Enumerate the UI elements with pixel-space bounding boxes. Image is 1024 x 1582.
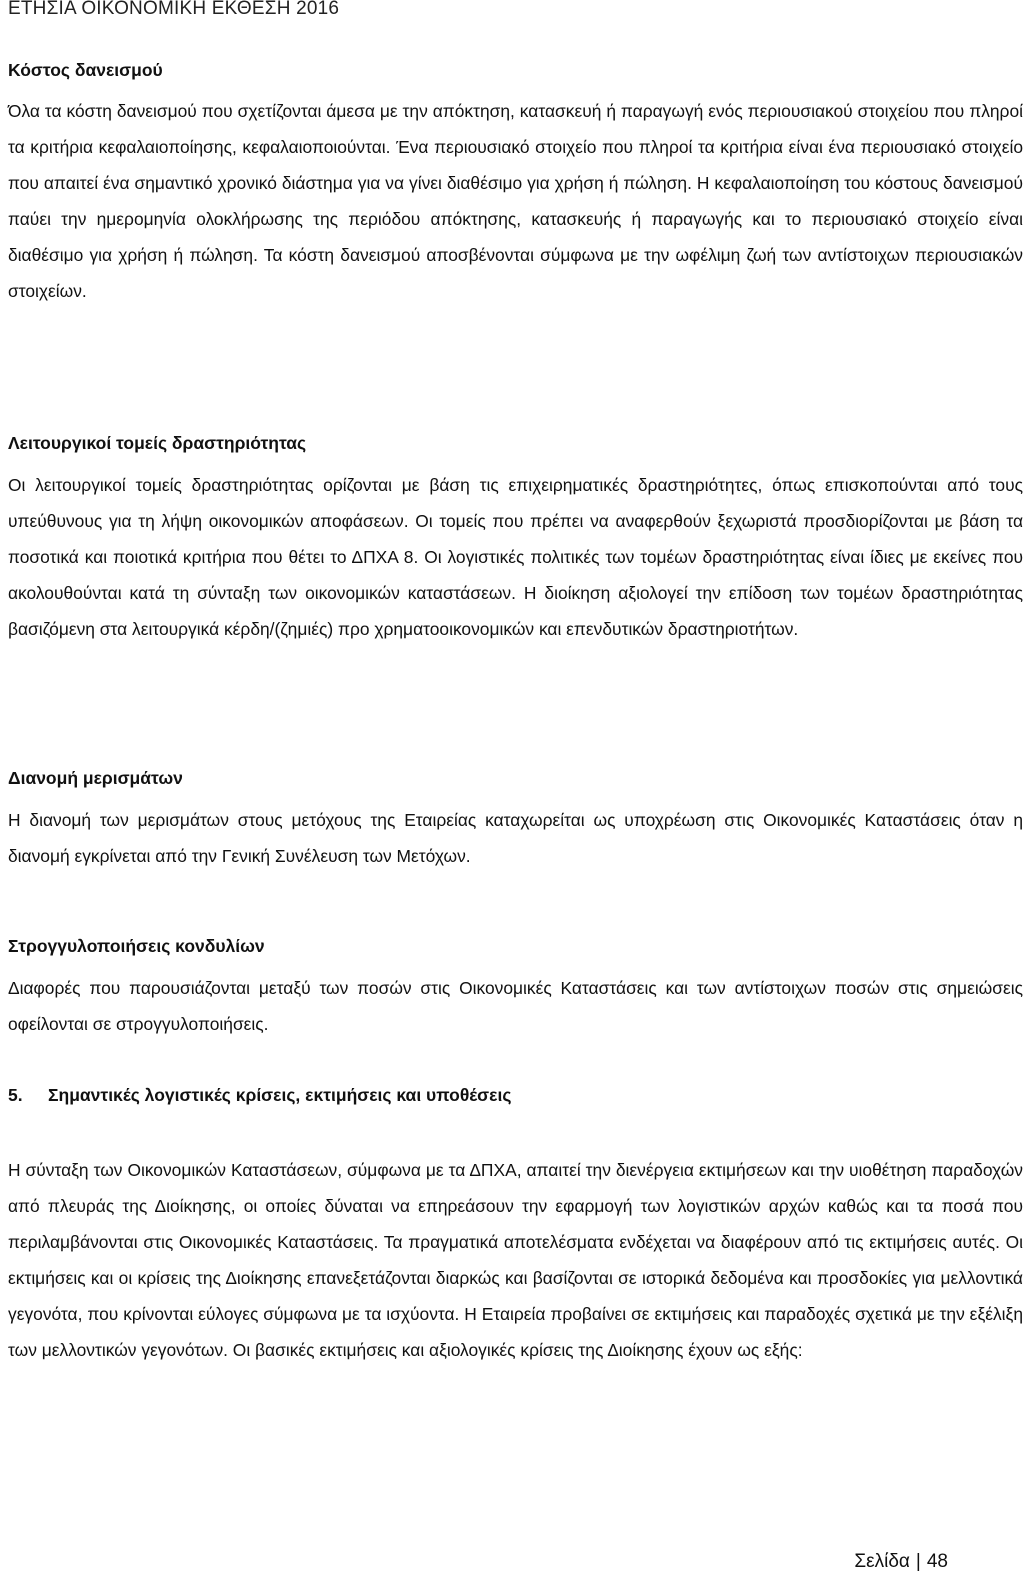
section-heading-estimates [8,1083,511,1107]
heading-operating-segments: Λειτουργικοί τομείς δραστηριότητας [8,433,307,453]
paragraph-rounding: Διαφορές που παρουσιάζονται μεταξύ των ποσών στις Οικονομικές Καταστάσεις και των αντίστοιχων ποσών στις σημειώσεις οφείλονται σε στρογγυλοποιήσεις. [8,978,1023,1034]
running-header: ΕΤΗΣΙΑ ΟΙΚΟΝΟΜΙΚΗ ΕΚΘΕΣΗ 2016 [8,0,340,19]
paragraph-estimates: Η σύνταξη των Οικονομικών Καταστάσεων, σύμφωνα με τα ΔΠΧΑ, απαιτεί την διενέργεια εκτιμήσεων και την υιοθέτηση παραδοχών από πλευράς της Διοίκησης, οι οποίες δύναται να επηρεάσουν την εφαρμογή των λογιστικών αρχών καθώς και τα ποσά που περιλαμβάνονται στις Οικονομικές Καταστάσεις. Τα πραγματικά αποτελέσματα ενδέχεται να διαφέρουν από τις εκτιμήσεις αυτές. Οι εκτιμήσεις και οι κρίσεις της Διοίκησης επανεξετάζονται διαρκώς και βασίζονται σε ιστορικά δεδομένα και προσδοκίες για μελλοντικά γεγονότα, που κρίνονται εύλογες σύμφωνα με τα ισχύοντα. Η Εταιρεία προβαίνει σε εκτιμήσεις και παραδοχές σχετικά με την εξέλιξη των μελλοντικών γεγονότων. Οι βασικές εκτιμήσεις και αξιολογικές κρίσεις της Διοίκησης έχουν ως εξής: [8,1160,1023,1360]
paragraph-dividends: Η διανομή των μερισμάτων στους μετόχους της Εταιρείας καταχωρείται ως υποχρέωση στις Οικονομικές Καταστάσεις όταν η διανομή εγκρίνεται από την Γενική Συνέλευση των Μετόχων. [8,810,1023,866]
page-label: Σελίδα [854,1551,910,1572]
heading-borrowing-costs: Κόστος δανεισμού [8,60,163,80]
section-number: 5. [8,1085,23,1105]
paragraph-operating-segments: Οι λειτουργικοί τομείς δραστηριότητας ορίζονται με βάση τις επιχειρηματικές δραστηριότητες, όπως επισκοπούνται από τους υπεύθυνους για τη λήψη οικονομικών αποφάσεων. Οι τομείς που πρέπει να αναφερθούν ξεχωριστά προσδιορίζονται με βάση τα ποσοτικά και ποιοτικά κριτήρια που θέτει το ΔΠΧΑ 8. Οι λογιστικές πολιτικές των τομέων δραστηριότητας είναι ίδιες με εκείνες που ακολουθούνται κατά τη σύνταξη των οικονομικών καταστάσεων. Η διοίκηση αξιολογεί την επίδοση των τομέων δραστηριότητας βασιζόμενη στα λειτουργικά κέρδη/(ζημιές) προ χρηματοοικονομικών και επενδυτικών δραστηριοτήτων. [8,475,1023,639]
page-footer [854,1551,948,1573]
section-title: Σημαντικές λογιστικές κρίσεις, εκτιμήσεις και υποθέσεις [48,1085,512,1105]
page-separator: | [915,1551,921,1572]
paragraph-borrowing-costs: Όλα τα κόστη δανεισμού που σχετίζονται άμεσα με την απόκτηση, κατασκευή ή παραγωγή ενός περιουσιακού στοιχείου που πληροί τα κριτήρια κεφαλαιοποίησης, κεφαλαιοποιούνται. Ένα περιουσιακό στοιχείο που πληροί τα κριτήρια είναι ένα περιουσιακό στοιχείο που απαιτεί ένα σημαντικό χρονικό διάστημα για να γίνει διαθέσιμο για χρήση ή πώληση. Η κεφαλαιοποίηση του κόστους δανεισμού παύει την ημερομηνία ολοκλήρωσης της περιόδου απόκτησης, κατασκευής ή παραγωγής και το περιουσιακό στοιχείο είναι διαθέσιμο για χρήση ή πώληση. Τα κόστη δανεισμού αποσβένονται σύμφωνα με την ωφέλιμη ζωή των αντίστοιχων περιουσιακών στοιχείων. [8,101,1023,301]
heading-dividends: Διανομή μερισμάτων [8,768,183,788]
page-number: 48 [926,1551,948,1572]
heading-rounding: Στρογγυλοποιήσεις κονδυλίων [8,936,265,956]
